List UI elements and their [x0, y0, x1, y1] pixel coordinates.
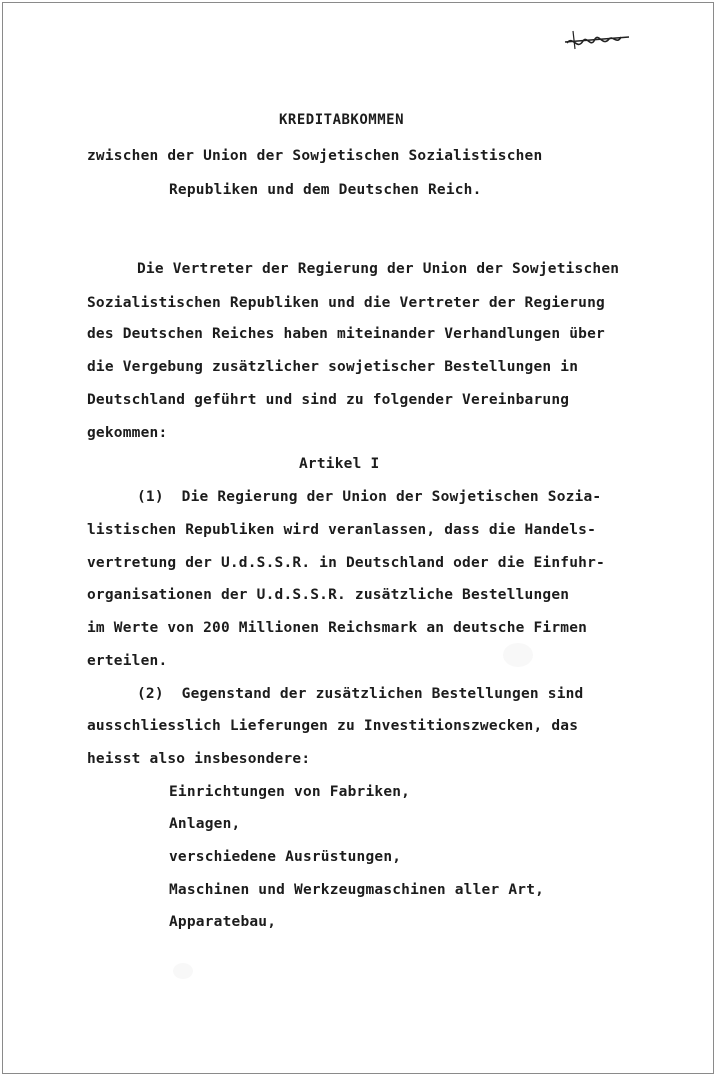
paper-smudge — [503, 643, 533, 667]
paragraph-1-line-6: erteilen. — [87, 653, 168, 669]
document-title: KREDITABKOMMEN — [279, 112, 405, 128]
paragraph-1-line-5: im Werte von 200 Millionen Reichsmark an deutsche Firmen — [87, 620, 588, 636]
list-item: Apparatebau, — [169, 914, 277, 930]
paragraph-2-line-3: heisst also insbesondere: — [87, 751, 311, 767]
preamble-line-6: gekommen: — [87, 425, 168, 441]
paragraph-2-line-1: (2) Gegenstand der zusätzlichen Bestellungen sind — [137, 686, 584, 702]
paragraph-1-line-3: vertretung der U.d.S.S.R. in Deutschland oder die Einfuhr- — [87, 555, 605, 571]
preamble-line-3: des Deutschen Reiches haben miteinander Verhandlungen über — [87, 326, 605, 342]
subtitle-line-2: Republiken und dem Deutschen Reich. — [169, 182, 482, 198]
paragraph-1-line-1: (1) Die Regierung der Union der Sowjetischen Sozia- — [137, 489, 602, 505]
subtitle-line-1: zwischen der Union der Sowjetischen Sozialistischen — [87, 148, 543, 164]
preamble-line-4: die Vergebung zusätzlicher sowjetischer Bestellungen in — [87, 359, 579, 375]
paper-smudge — [173, 963, 193, 979]
list-item: Anlagen, — [169, 816, 241, 832]
handwritten-archive-number — [563, 25, 633, 55]
paragraph-1-line-4: organisationen der U.d.S.S.R. zusätzliche Bestellungen — [87, 587, 570, 603]
preamble-line-2: Sozialistischen Republiken und die Vertreter der Regierung — [87, 295, 605, 311]
preamble-line-5: Deutschland geführt und sind zu folgender Vereinbarung — [87, 392, 570, 408]
paragraph-1-line-2: listischen Republiken wird veranlassen, dass die Handels- — [87, 522, 596, 538]
article-heading: Artikel I — [299, 456, 380, 472]
list-item: Einrichtungen von Fabriken, — [169, 784, 411, 800]
document-page — [2, 2, 714, 1074]
list-item: verschiedene Ausrüstungen, — [169, 849, 402, 865]
preamble-line-1: Die Vertreter der Regierung der Union der Sowjetischen — [137, 261, 620, 277]
paragraph-2-line-2: ausschliesslich Lieferungen zu Investitionszwecken, das — [87, 718, 579, 734]
list-item: Maschinen und Werkzeugmaschinen aller Art, — [169, 882, 545, 898]
